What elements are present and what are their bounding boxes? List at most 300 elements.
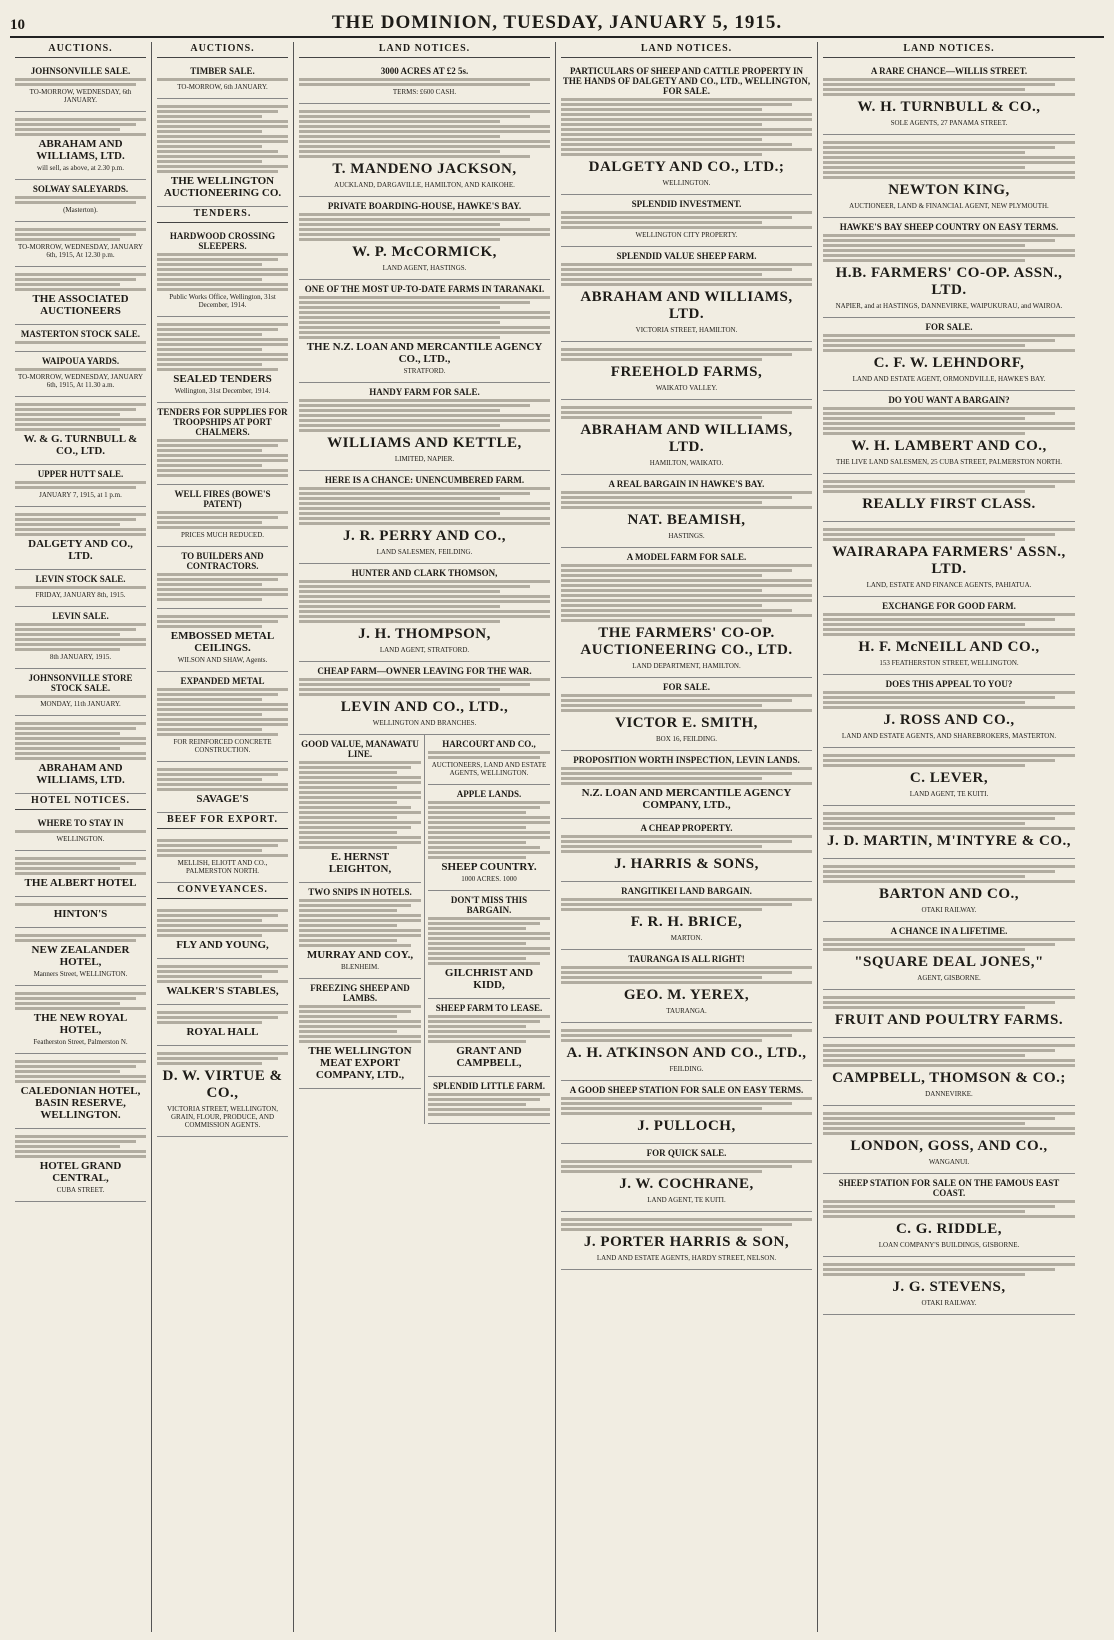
advertisement [299,62,550,104]
ad-body-text [157,909,288,937]
text-line [561,614,812,617]
text-line [157,788,288,791]
ad-address: LAND AND ESTATE AGENT, ORMONDVILLE, HAWKE'S BAY. [852,375,1046,383]
ad-heading: 3000 ACRES AT £2 5s. [380,66,469,76]
column-2 [152,42,294,1632]
ad-body-text [428,1015,550,1043]
advertiser-name: J. G. STEVENS, [892,1279,1006,1295]
text-line [561,699,792,702]
ad-address: TO-MORROW, WEDNESDAY, 6th JANUARY. [29,88,132,104]
text-line [157,693,278,696]
text-line [823,701,1025,704]
text-line [157,839,288,842]
advertisement [823,748,1075,806]
text-line [823,1200,1075,1203]
ad-address: STRATFORD. [403,367,446,375]
text-line [823,156,1075,159]
advertisement [299,383,550,471]
text-line [157,348,262,351]
text-line [299,125,550,128]
text-line [157,273,288,276]
advertisement [157,1005,288,1046]
advertiser-name: NEWTON KING, [888,182,1010,198]
text-line [299,801,397,804]
text-line [15,1150,146,1153]
ad-address: PRICES MUCH REDUCED. [180,531,265,539]
ad-body-text [299,487,550,525]
ad-body-text [299,580,550,623]
ad-body-text [561,98,812,156]
text-line [299,115,530,118]
advertiser-name: NAT. BEAMISH, [627,512,746,528]
text-line [823,490,1025,493]
ad-heading: A CHANCE IN A LIFETIME. [890,926,1008,936]
ad-address: LAND AGENT, TE KUITI. [909,790,989,798]
advertisement [299,104,550,197]
ad-heading: HARCOURT AND CO., [442,739,536,749]
newspaper-title: THE DOMINION, TUESDAY, JANUARY 5, 1915. [331,12,783,33]
ad-address: TO-MORROW, WEDNESDAY, JANUARY 6th, 1915, At 11.30 a.m. [17,373,144,389]
ad-address: TAURANGA. [666,1007,707,1015]
text-line [15,1080,146,1083]
advertisement [299,471,550,564]
ad-heading: SPLENDID VALUE SHEEP FARM. [616,251,757,261]
text-line [15,513,146,516]
text-line [561,981,812,984]
ad-body-text [823,1044,1075,1067]
text-line [299,1010,411,1013]
text-line [15,403,146,406]
advertisement [428,735,550,785]
text-line [561,609,792,612]
page-number: 10 [10,17,25,33]
ad-heading: GOOD VALUE, MANAWATU LINE. [301,739,419,759]
text-line [823,628,1075,631]
ad-body-text [15,341,146,344]
text-line [561,1097,812,1100]
text-line [15,233,136,236]
text-line [299,296,550,299]
text-line [157,909,288,912]
text-line [299,1025,421,1028]
ad-heading: JOHNSONVILLE STORE STOCK SALE. [28,673,133,693]
ad-body-text [823,1263,1075,1276]
ad-body-text [561,564,812,622]
ad-body-text [561,1029,812,1042]
ad-heading: SPLENDID LITTLE FARM. [432,1081,546,1091]
text-line [823,1059,1075,1062]
advertisement [561,819,812,882]
text-line [428,836,550,839]
text-line [299,683,530,686]
ad-body-text [15,513,146,536]
ad-subheading: THE NEW ROYAL HOTEL, [33,1012,128,1036]
ad-address: LOAN COMPANY'S BUILDINGS, GISBORNE. [878,1241,1020,1249]
text-line [157,713,262,716]
text-line [561,491,812,494]
text-line [428,846,540,849]
ad-body-text [823,334,1075,352]
text-line [299,213,550,216]
text-line [299,301,530,304]
ad-body-text [15,228,146,241]
text-line [428,816,550,819]
advertisement [823,675,1075,748]
text-line [15,518,136,521]
text-line [15,133,146,136]
ad-body-text [299,78,550,86]
text-line [157,778,262,781]
text-line [561,273,762,276]
advertiser-name: LEVIN AND CO., LTD., [340,699,509,715]
text-line [823,691,1075,694]
text-line [561,976,762,979]
text-line [15,1140,136,1143]
text-line [157,733,278,736]
text-line [823,865,1075,868]
advertisement [561,950,812,1023]
text-line [561,694,812,697]
text-line [15,128,120,131]
ad-body-text [15,1135,146,1158]
section-header: AUCTIONS. [15,42,146,58]
ad-body-text [428,917,550,965]
text-line [823,176,1075,179]
text-line [157,120,288,123]
ad-heading: JOHNSONVILLE SALE. [30,66,131,76]
ad-heading: SHEEP FARM TO LEASE. [435,1003,543,1013]
text-line [157,708,288,711]
advertiser-name: H.B. FARMERS' CO-OP. ASSN., LTD. [835,265,1063,298]
advertisement [561,751,812,819]
text-line [823,623,1025,626]
text-line [15,939,136,942]
text-line [428,1093,550,1096]
ad-subheading: E. HERNST LEIGHTON, [328,851,392,875]
ad-address: WELLINGTON. [662,179,711,187]
ad-body-text [823,754,1075,767]
ad-subheading: GILCHRIST AND KIDD, [444,967,534,991]
advertisement [157,485,288,547]
text-line [561,574,762,577]
ad-heading: UPPER HUTT SALE. [37,469,124,479]
text-line [15,418,146,421]
text-line [823,485,1055,488]
text-line [299,595,550,598]
text-line [561,226,812,229]
text-line [299,1020,421,1023]
section-header: LAND NOTICES. [823,42,1075,58]
ad-body-text [561,835,812,853]
ad-address: HAMILTON, WAIKATO. [649,459,724,467]
text-line [823,1205,1055,1208]
text-line [561,835,812,838]
text-line [561,966,812,969]
advertisement [157,903,288,959]
ad-subheading: W. & G. TURNBULL & CO., LTD. [23,433,138,457]
ad-body-text [299,1005,421,1043]
ad-heading: LEVIN SALE. [52,611,109,621]
text-line [157,125,288,128]
text-line [299,929,421,932]
text-line [823,696,1055,699]
advertisement [823,62,1075,135]
text-line [823,93,1075,96]
advertisement [823,597,1075,675]
text-line [157,278,262,281]
text-line [15,997,136,1000]
ad-address: will sell, as above, at 2.30 p.m. [37,164,124,172]
text-line [157,598,262,601]
ad-body-text [299,110,550,158]
two-column-section [299,735,550,1124]
text-line [428,856,526,859]
text-line [299,150,500,153]
text-line [428,1035,550,1038]
text-line [157,929,288,932]
advertisement [823,391,1075,474]
ad-body-text [15,857,146,875]
ad-heading: SHEEP STATION FOR SALE ON THE FAMOUS EAST COAST. [838,1178,1060,1198]
text-line [561,1039,762,1042]
text-line [823,943,1055,946]
ad-heading: LEVIN STOCK SALE. [35,574,126,584]
advertisement [561,1144,812,1212]
text-line [561,143,792,146]
advertiser-name: J. PORTER HARRIS & SON, [583,1234,790,1250]
text-line [15,238,120,241]
ad-body-text [561,406,812,419]
advertisement [15,851,146,897]
text-line [299,909,397,912]
ad-body-text [157,105,288,173]
text-line [157,288,288,291]
ad-heading: PARTICULARS OF SHEEP AND CATTLE PROPERTY IN THE HANDS OF DALGETY AND CO., LTD., WELLINGTON, FOR SALE. [562,66,811,96]
ad-address: FEILDING. [669,1065,704,1073]
text-line [299,904,411,907]
text-line [157,268,288,271]
advertiser-name: ABRAHAM AND WILLIAMS, LTD. [580,422,793,455]
text-line [15,830,146,833]
ad-address: (Masterton). [63,206,98,214]
ad-heading: TWO SNIPS IN HOTELS. [308,887,412,897]
ad-subheading: N.Z. LOAN AND MERCANTILE AGENCY COMPANY, LTD., [581,787,792,811]
ad-body-text [157,573,288,601]
advertisement [561,62,812,195]
ad-body-text [561,1160,812,1173]
text-line [15,428,120,431]
text-line [561,584,812,587]
text-line [157,115,262,118]
text-line [157,516,278,519]
ad-body-text [561,767,812,785]
text-line [823,938,1075,941]
ad-subheading: THE ASSOCIATED AUCTIONEERS [32,293,129,317]
text-line [561,348,812,351]
text-line [428,1030,550,1033]
text-line [299,1035,421,1038]
text-line [561,903,792,906]
text-line [428,851,550,854]
text-line [299,331,550,334]
text-line [15,648,120,651]
text-line [561,594,812,597]
advertisement [15,112,146,180]
text-line [15,533,146,536]
ad-body-text [157,323,288,371]
ad-heading: FOR SALE. [662,682,710,692]
advertiser-name: F. R. H. BRICE, [630,914,743,930]
text-line [15,368,146,371]
ad-subheading: GRANT AND CAMPBELL, [456,1045,522,1069]
ad-heading: FREEZING SHEEP AND LAMBS. [310,983,410,1003]
advertisement [428,1077,550,1124]
ad-address: Manners Street, WELLINGTON. [33,970,128,978]
text-line [157,459,288,462]
ad-address: MARTON. [670,934,703,942]
advertisement [823,1257,1075,1315]
ad-address: TO-MORROW, 6th JANUARY. [177,83,268,91]
text-line [299,140,550,143]
text-line [299,492,530,495]
text-line [299,766,411,769]
ad-address: LAND, ESTATE AND FINANCE AGENTS, PAHIATUA. [866,581,1032,589]
advertisement [561,195,812,247]
ad-subheading: THE WELLINGTON AUCTIONEERING CO. [163,175,282,199]
text-line [15,288,146,291]
advertisement [823,522,1075,597]
advertisement [823,135,1075,218]
advertisement [157,62,288,99]
ad-subheading: CALEDONIAN HOTEL, BASIN RESERVE, WELLINGTON. [20,1085,141,1121]
text-line [823,417,1025,420]
text-line [428,1020,540,1023]
text-line [823,533,1055,536]
text-line [157,526,288,529]
advertiser-name: THE FARMERS' CO-OP. AUCTIONEERING CO., LTD. [580,625,793,658]
text-line [15,78,146,81]
ad-body-text [15,934,146,942]
text-line [299,512,500,515]
text-line [157,844,278,847]
text-line [157,849,262,852]
text-line [15,408,136,411]
ad-address: AUCKLAND, DARGAVILLE, HAMILTON, AND KAIKOHE. [334,181,515,189]
ad-address: 153 FEATHERSTON STREET, WELLINGTON. [879,659,1019,667]
advertiser-name: GEO. M. YEREX, [623,987,750,1003]
advertiser-name: J. H. THOMPSON, [358,626,491,642]
ad-body-text [823,528,1075,541]
text-line [428,821,550,824]
ad-heading: PRIVATE BOARDING-HOUSE, HAWKE'S BAY. [327,201,522,211]
ad-body-text [428,801,550,859]
ad-subheading: WALKER'S STABLES, [166,985,279,997]
text-line [15,1135,146,1138]
advertisement [823,922,1075,990]
ad-body-text [561,1218,812,1231]
text-line [823,528,1075,531]
text-line [561,767,812,770]
ad-body-text [561,966,812,984]
text-line [15,273,146,276]
advertisement [561,475,812,548]
split-left [299,735,425,1124]
ad-heading: DON'T MISS THIS BARGAIN. [450,895,528,915]
text-line [157,728,262,731]
ad-body-text [15,830,146,833]
text-line [157,723,288,726]
text-line [561,221,762,224]
ad-body-text [15,1060,146,1083]
text-line [823,161,1075,164]
text-line [157,1021,262,1024]
text-line [299,336,500,339]
text-line [157,578,278,581]
text-line [299,404,530,407]
text-line [299,1030,397,1033]
advertiser-name: C. G. RIDDLE, [895,1221,1003,1237]
ad-body-text [823,1200,1075,1218]
ad-address: WELLINGTON CITY PROPERTY. [635,231,738,239]
text-line [157,140,288,143]
advertiser-name: C. F. W. LEHNDORF, [873,355,1025,371]
text-line [299,223,500,226]
ad-address: AUCTIONEER, LAND & FINANCIAL AGENT, NEW PLYMOUTH. [849,202,1049,210]
ad-subheading: SEALED TENDERS [173,373,272,385]
advertiser-name: W. H. LAMBERT AND CO., [851,438,1047,454]
text-line [299,846,397,849]
text-line [561,908,762,911]
ad-address: WELLINGTON. [56,835,105,843]
text-line [561,850,812,853]
text-line [428,922,540,925]
advertisement [823,806,1075,859]
text-line [823,422,1075,425]
text-line [299,816,397,819]
text-line [823,344,1025,347]
advertisement [15,62,146,112]
advertiser-name: FRUIT AND POULTRY FARMS. [834,1012,1064,1028]
text-line [299,1015,397,1018]
text-line [299,771,397,774]
text-line [15,123,136,126]
text-line [561,1160,812,1163]
advertiser-name: J. HARRIS & SONS, [614,856,759,872]
ad-address: LAND AND ESTATE AGENTS, AND SHAREBROKERS, MASTERTON. [841,732,1057,740]
text-line [299,934,421,937]
text-line [157,170,278,173]
advertisement [15,897,146,928]
text-line [823,1006,1025,1009]
ad-heading: DO YOU WANT A BARGAIN? [888,395,1010,405]
text-line [561,971,792,974]
text-line [15,201,136,204]
ad-body-text [561,694,812,712]
ad-address: WELLINGTON AND BRANCHES. [372,719,477,727]
text-line [823,1210,1025,1213]
text-line [157,593,288,596]
text-line [561,153,762,156]
text-line [157,155,288,158]
text-line [823,83,1055,86]
advertiser-name: J. PULLOCH, [637,1118,736,1134]
advertisement [299,280,550,383]
ad-address: VICTORIA STREET, HAMILTON. [635,326,738,334]
ad-body-text [157,511,288,529]
ad-address: BOX 16, FEILDING. [655,735,718,743]
text-line [561,496,792,499]
advertisement [561,678,812,751]
